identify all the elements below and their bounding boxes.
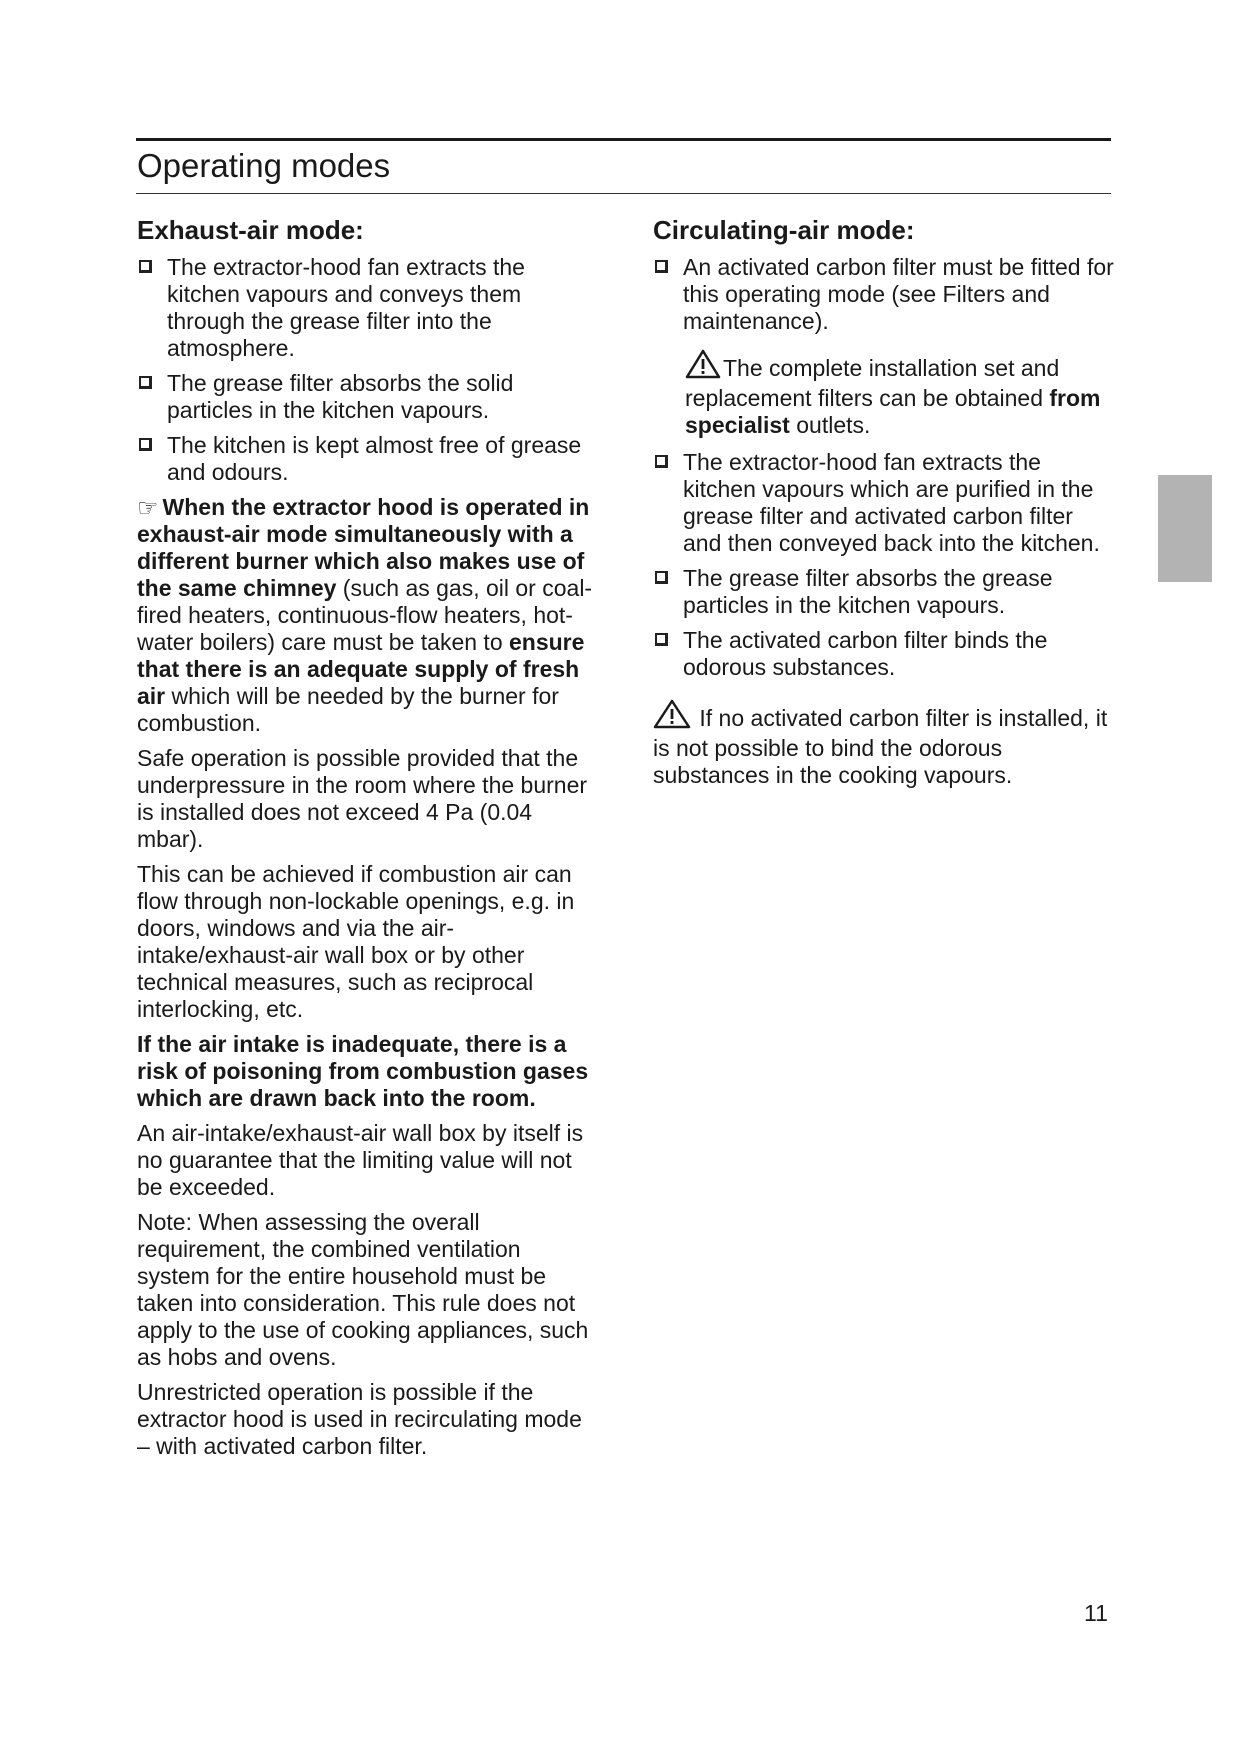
ventilation-note-paragraph: Note: When assessing the overall requirement, the combined ventilation system for the entire household must be taken into consideration. This rule does not apply to the use of cooking appliances, such as hobs and ovens. — [137, 1209, 589, 1370]
page-number: 11 — [1084, 1600, 1108, 1626]
list-item — [653, 449, 1115, 557]
poisoning-warning: If the air intake is inadequate, there is a risk of poisoning from combustion gases which are drawn back into the room. — [137, 1031, 589, 1111]
combustion-air-paragraph: This can be achieved if combustion air can flow through non-lockable openings, e.g. in doors, windows and via the air-intake/exhaust-air wall box or by other technical measures, such as reciprocal interlocking, etc. — [137, 861, 575, 1022]
list-item-text: The grease filter absorbs the solid particles in the kitchen vapours. — [167, 370, 514, 423]
fresh-air-bold: ensure that there is an adequate supply of fresh air — [137, 629, 585, 709]
section-side-tab — [1158, 475, 1212, 582]
checkbox-bullet-icon — [655, 455, 668, 468]
list-item — [653, 627, 1115, 681]
checkbox-bullet-icon — [139, 438, 152, 451]
warning-triangle-icon — [653, 699, 691, 735]
warning-bold: from specialist — [685, 385, 1101, 438]
list-item-text: The extractor-hood fan extracts the kitchen vapours which are purified in the grease filter and activated carbon filter and then conveyed back into the kitchen. — [683, 449, 1100, 556]
list-item-text: The extractor-hood fan extracts the kitchen vapours and conveys them through the grease filter into the atmosphere. — [167, 254, 525, 361]
checkbox-bullet-icon — [655, 571, 668, 584]
wall-box-paragraph: An air-intake/exhaust-air wall box by itself is no guarantee that the limiting value will not be exceeded. — [137, 1120, 584, 1200]
safe-operation-paragraph: Safe operation is possible provided that the underpressure in the room where the burner is installed does not exceed 4 Pa (0.04 mbar). — [137, 745, 588, 852]
checkbox-bullet-icon — [139, 376, 152, 389]
chimney-note-text-end: which will be needed by the burner for combustion. — [137, 683, 559, 736]
no-filter-warning — [653, 699, 1115, 789]
warning-triangle-icon — [685, 349, 721, 385]
exhaust-air-column — [137, 213, 599, 1468]
page-title: Operating modes — [137, 147, 391, 184]
chimney-note-bold: When the extractor hood is operated in exhaust-air mode simultaneously with a different burner which also makes use of the same chimney — [137, 494, 590, 601]
pointing-hand-icon: ☞ — [137, 495, 159, 522]
header-rule-bottom — [136, 193, 1111, 194]
list-item-text: The grease filter absorbs the grease particles in the kitchen vapours. — [683, 565, 1053, 618]
list-item-text: An activated carbon filter must be fitted for this operating mode (see Filters and maintenance). — [683, 254, 1114, 334]
unrestricted-operation-paragraph: Unrestricted operation is possible if the extractor hood is used in recirculating mode – with activated carbon filter. — [137, 1379, 582, 1459]
checkbox-bullet-icon — [139, 260, 152, 273]
warning-text-end: outlets. — [789, 412, 871, 438]
chimney-note — [137, 494, 599, 737]
list-item-text: The activated carbon filter binds the odorous substances. — [683, 627, 1048, 680]
checkbox-bullet-icon — [655, 260, 668, 273]
chimney-note-text: (such as gas, oil or coal-fired heaters, continuous-flow heaters, hot-water boilers) care must be taken to — [137, 575, 593, 655]
circulating-air-column — [653, 213, 1115, 789]
list-item — [137, 370, 599, 424]
installation-set-warning — [653, 349, 1115, 439]
checkbox-bullet-icon — [655, 633, 668, 646]
list-item — [137, 432, 599, 486]
no-filter-warning-text: If no activated carbon filter is installed, it is not possible to bind the odorous substances in the cooking vapours. — [653, 705, 1108, 788]
header-rule-top — [136, 138, 1111, 141]
warning-text: The complete installation set and replacement filters can be obtained — [685, 355, 1060, 411]
list-item — [653, 254, 1115, 335]
exhaust-air-heading: Exhaust-air mode: — [137, 215, 364, 245]
list-item — [137, 254, 599, 362]
list-item — [653, 565, 1115, 619]
circulating-air-heading: Circulating-air mode: — [653, 215, 915, 245]
list-item-text: The kitchen is kept almost free of grease and odours. — [167, 432, 582, 485]
